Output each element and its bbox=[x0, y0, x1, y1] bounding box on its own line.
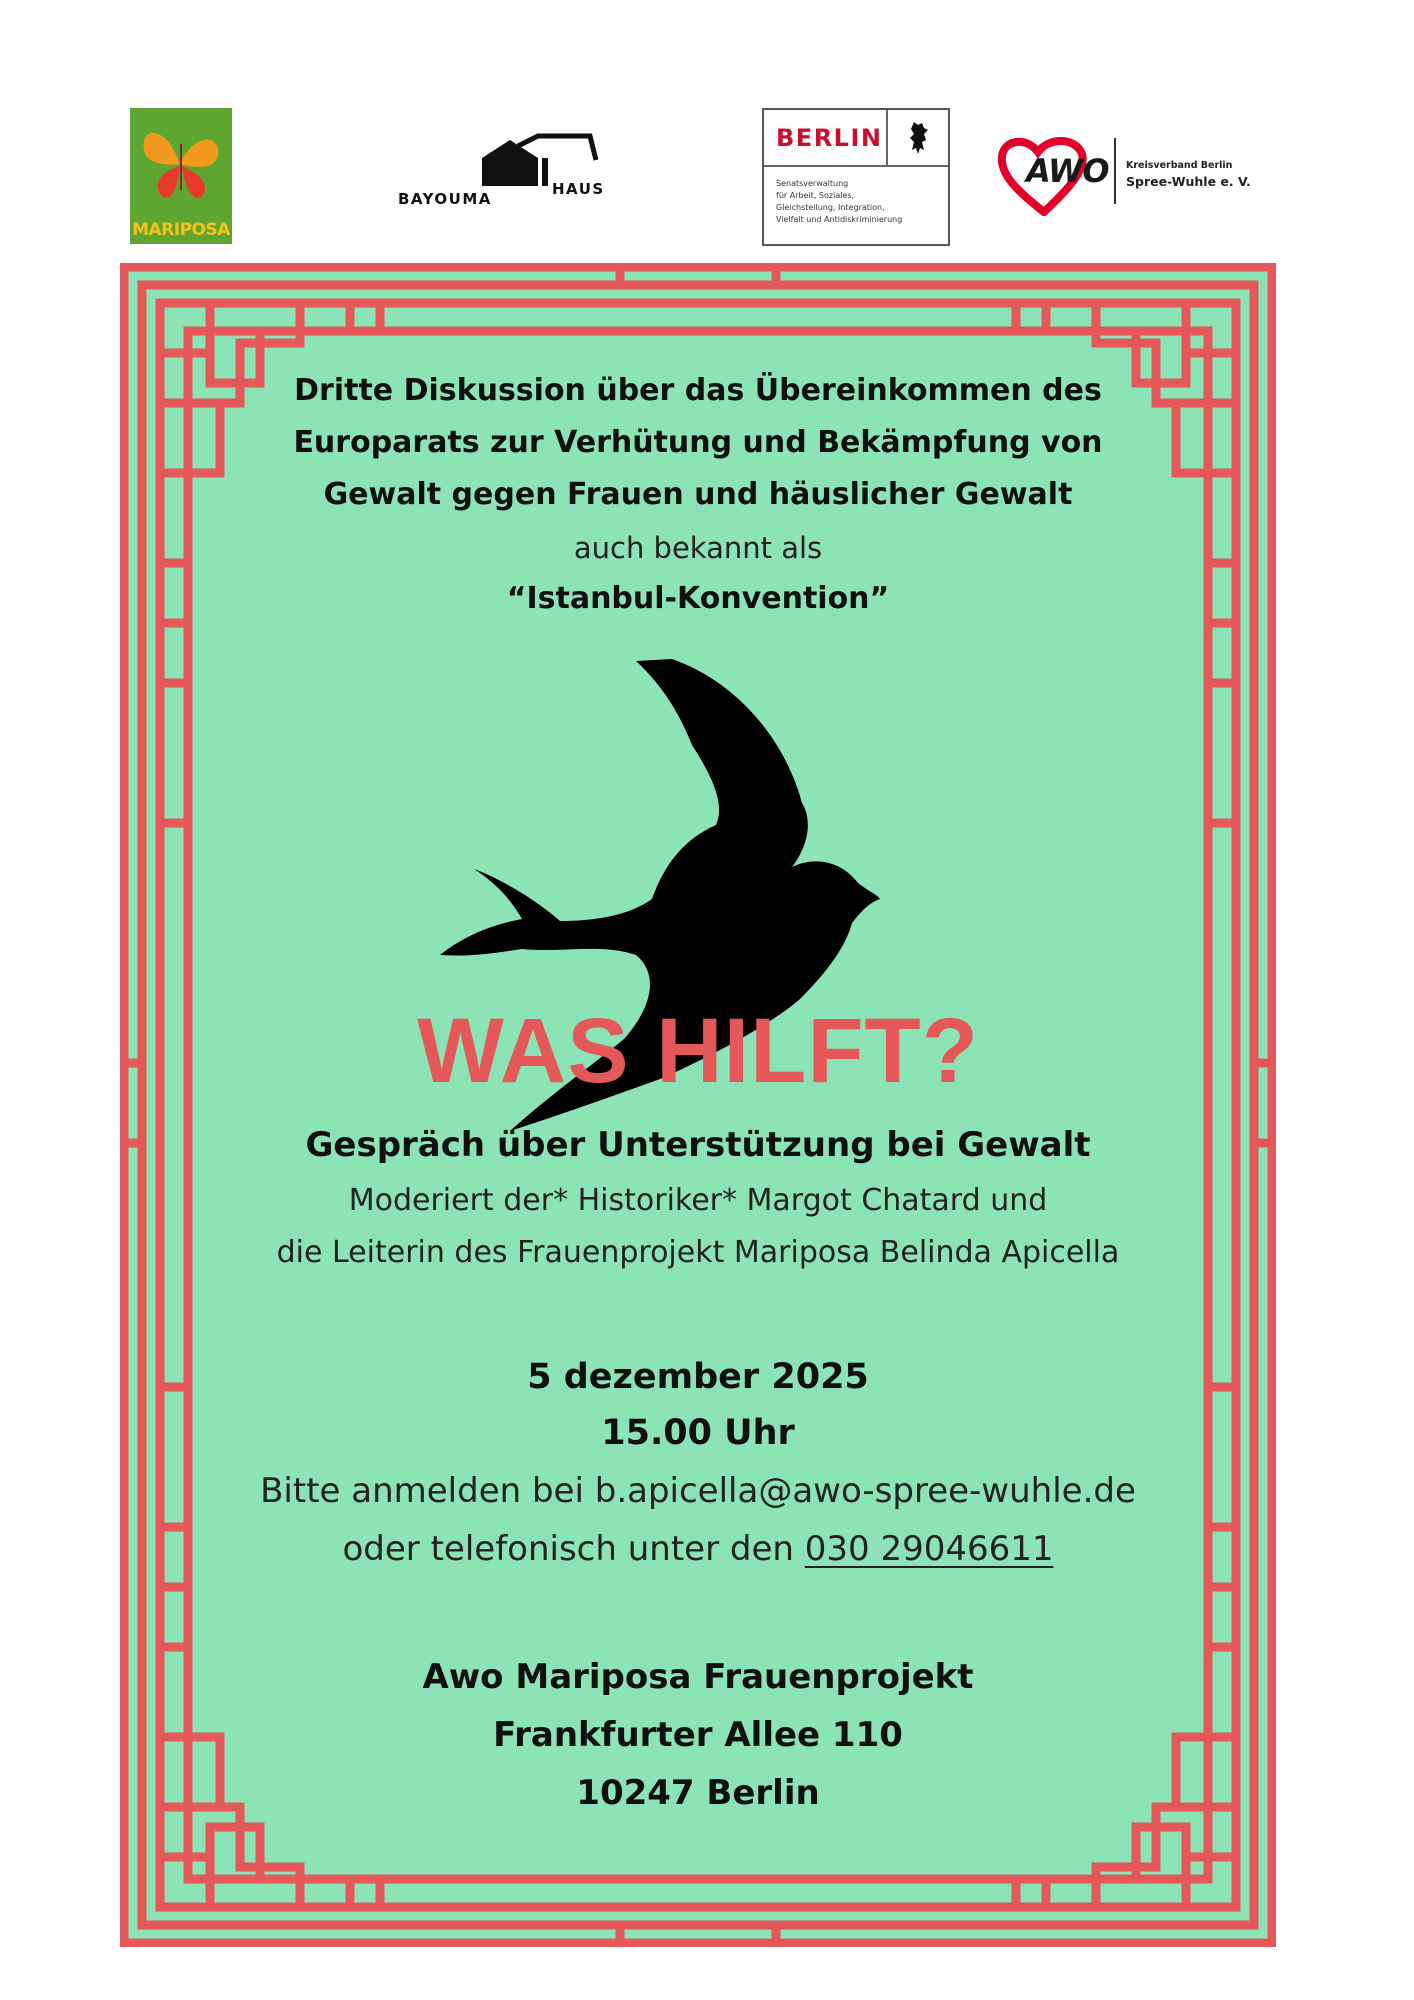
convention-name: “Istanbul-Konvention” bbox=[506, 581, 890, 616]
bayouma-word: BAYOUMA bbox=[398, 190, 492, 208]
berlin-senate-logo bbox=[762, 108, 950, 246]
intro-line-1: Dritte Diskussion über das Übereinkommen des bbox=[294, 373, 1102, 408]
event-time: 15.00 Uhr bbox=[601, 1413, 795, 1453]
berlin-department: Senatsverwaltung für Arbeit, Soziales, Gleichstellung, Integration, Vielfalt und Antidiskriminierung bbox=[776, 179, 903, 224]
bayouma-haus-logo bbox=[390, 132, 630, 212]
mariposa-logo-label: MARIPOSA bbox=[132, 220, 230, 240]
contact-email[interactable]: b.apicella@awo-spree-wuhle.de bbox=[594, 1471, 1136, 1511]
registration-line bbox=[120, 1471, 1276, 1511]
address-street: Frankfurter Allee 110 bbox=[493, 1715, 903, 1755]
logo-divider bbox=[764, 165, 948, 167]
aka-text: auch bekannt als bbox=[573, 531, 823, 565]
address-org: Awo Mariposa Frauenprojekt bbox=[422, 1657, 974, 1697]
berlin-name: BERLIN bbox=[776, 124, 883, 152]
address-city: 10247 Berlin bbox=[576, 1773, 820, 1813]
logo-divider bbox=[1114, 138, 1116, 204]
headline: WAS HILFT? bbox=[417, 1000, 979, 1102]
butterfly-icon bbox=[136, 114, 226, 210]
intro-line-3: Gewalt gegen Frauen und häuslicher Gewalt bbox=[323, 477, 1073, 512]
moderation-line-2: die Leiterin des Frauenprojekt Mariposa Belinda Apicella bbox=[276, 1235, 1120, 1270]
intro-line-2: Europarats zur Verhütung und Bekämpfung von bbox=[293, 425, 1103, 460]
subtitle: Gespräch über Unterstützung bei Gewalt bbox=[305, 1125, 1091, 1165]
moderation-line-1: Moderiert der* Historiker* Margot Chatard und bbox=[348, 1183, 1048, 1218]
event-date: 5 dezember 2025 bbox=[527, 1357, 869, 1397]
mariposa-logo bbox=[130, 108, 232, 244]
registration-prefix: Bitte anmelden bei bbox=[260, 1471, 595, 1511]
phone-line bbox=[120, 1529, 1276, 1569]
logo-strip bbox=[0, 0, 1414, 260]
poster bbox=[120, 263, 1276, 1947]
haus-word: HAUS bbox=[552, 180, 605, 198]
awo-name: AWO bbox=[1026, 152, 1109, 190]
awo-subtitle: Kreisverband Berlin bbox=[1126, 160, 1233, 171]
poster-content bbox=[120, 263, 1276, 1947]
berlin-bear-icon bbox=[906, 120, 932, 156]
awo-subtitle-strong: Spree-Wuhle e. V. bbox=[1126, 174, 1251, 189]
phone-prefix: oder telefonisch unter den bbox=[342, 1529, 805, 1569]
logo-divider bbox=[886, 110, 888, 165]
awo-logo bbox=[996, 132, 1296, 212]
contact-phone[interactable]: 030 29046611 bbox=[804, 1529, 1054, 1569]
